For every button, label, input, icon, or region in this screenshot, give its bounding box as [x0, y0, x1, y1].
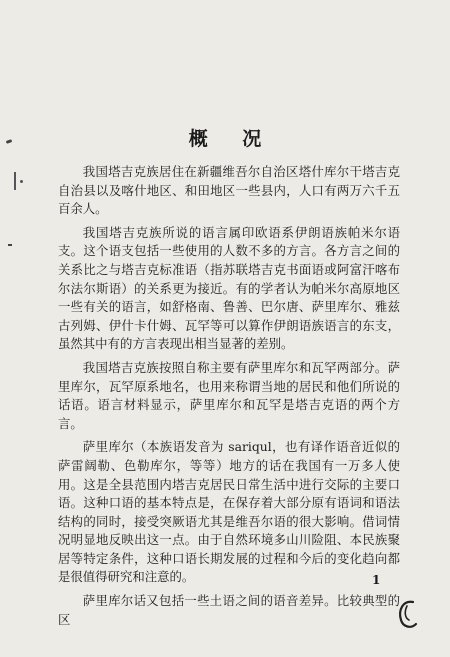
margin-smudge — [8, 244, 12, 246]
paragraph: 萨里库尔（本族语发音为 sariqul，也有译作语音近似的萨雷阔勒、色勒库尔，等等）地方的话在我国有一万多人使用。这是全县范围内塔吉克居民日常生活中进行交际的主要口语。这种口语的基本特点是，在保存着大部分原有语词和语法结构的同时，接受突厥语尤其是维吾尔语的很大影响。借词情况明显地反映出这一点。由于自然环境多山川险阻、本民族聚居等特定条件，这种口语长期发展的过程和今后的变化趋向都是很值得研究和注意的。 — [58, 439, 400, 585]
paragraph: 我国塔吉克族所说的语言属印欧语系伊朗语族帕米尔语支。这个语支包括一些使用的人数不多的方言。各方言之间的关系比之与塔吉克标准语（指苏联塔吉克书面语或阿富汗喀布尔法尔斯语）的关系更为接近。有的学者认为帕米尔高原地区一些有关的语言，如舒格南、鲁善、巴尔唐、萨里库尔、雅兹古列姆、伊什卡什姆、瓦罕等可以算作伊朗语族语言的东支，虽然其中有的方言表现出相当显著的差别。 — [58, 224, 400, 352]
paragraph: 我国塔吉克族按照自称主要有萨里库尔和瓦罕两部分。萨里库尔，瓦罕原系地名，也用来称谓当地的居民和他们所说的话语。语言材料显示，萨里库尔和瓦罕是塔吉克语的两个方言。 — [58, 359, 400, 431]
page-title: 概 况 — [188, 128, 276, 150]
body-text — [58, 163, 400, 634]
paragraph: 萨里库尔话又包括一些土语之间的语音差异。比较典型的区 — [58, 593, 400, 627]
page-number: 1 — [372, 573, 381, 587]
margin-smudge — [20, 180, 23, 183]
margin-smudge — [14, 172, 16, 190]
paragraph: 我国塔吉克族居住在新疆维吾尔自治区塔什库尔干塔吉克自治县以及喀什地区、和田地区一些县内，人口有两万六千五百余人。 — [58, 164, 400, 217]
handwritten-mark-icon — [395, 596, 421, 632]
